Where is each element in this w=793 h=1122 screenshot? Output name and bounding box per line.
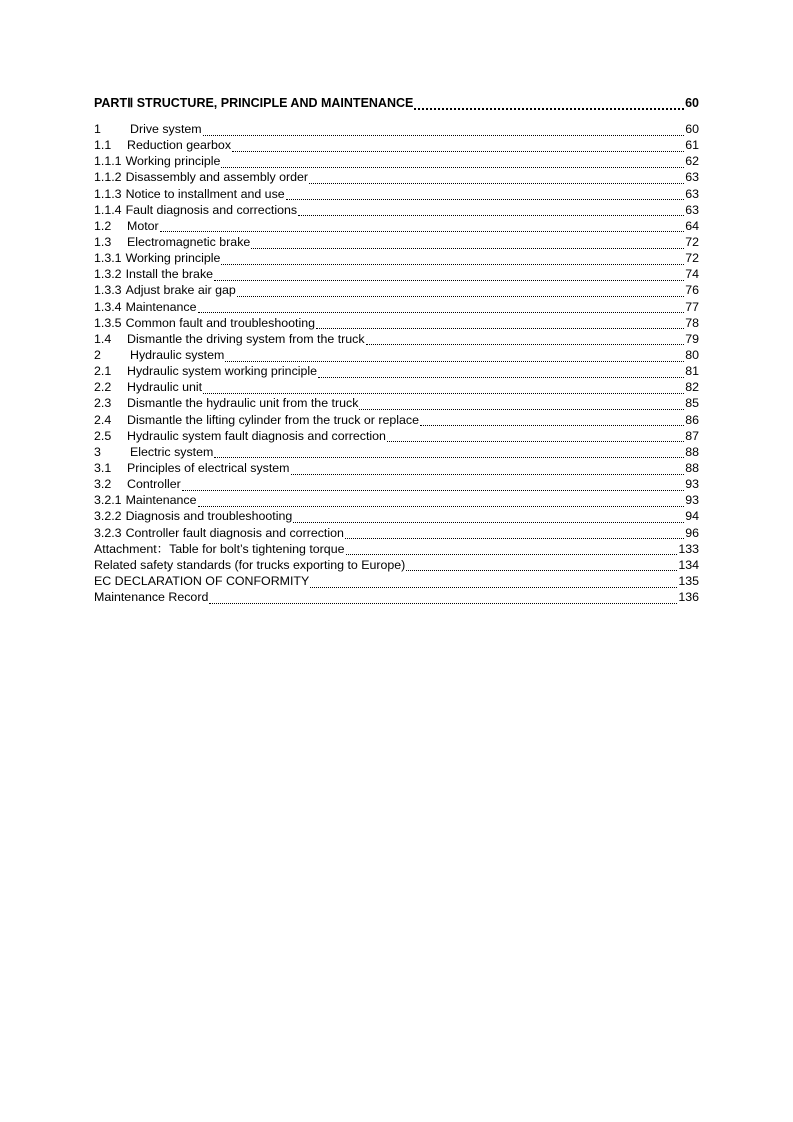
dot-leader [237,286,684,297]
toc-entry-title: Diagnosis and troubleshooting [125,509,293,524]
toc-entry-title: Working principle [125,251,221,266]
toc-entry-page: 82 [685,380,699,395]
toc-entry-page: 76 [685,283,699,298]
toc-entry[interactable] [94,121,699,137]
dot-leader [225,351,684,362]
toc-entry-page: 80 [685,347,699,362]
toc-entry[interactable] [94,573,699,589]
toc-entry-title: Hydraulic system working principle [127,364,318,379]
toc-entry-number: 3.2.3 [94,525,122,540]
toc-entry[interactable] [94,460,699,476]
dot-leader [406,560,677,571]
toc-entry-title: Maintenance Record [94,590,209,605]
toc-entry-page: 135 [678,573,699,588]
toc-entry[interactable] [94,428,699,444]
toc-entry[interactable] [94,541,699,557]
toc-entry[interactable] [94,202,699,218]
toc-entry-page: 63 [685,202,699,217]
toc-entry[interactable] [94,363,699,379]
toc-entry-number: 1.1.3 [94,186,122,201]
toc-entry[interactable] [94,218,699,234]
toc-entry-number: 1.3.5 [94,315,122,330]
toc-entry-number: 1.3.1 [94,251,122,266]
toc-entry[interactable] [94,476,699,492]
toc-entry-number: 2.2 [94,380,112,395]
toc-entry-page: 88 [685,460,699,475]
toc-entry-page: 74 [685,267,699,282]
toc-entry-title: Attachment：Table for bolt’s tightening torque [94,541,345,556]
toc-entry-number: 2.1 [94,364,112,379]
toc-entry-number: 1.1.1 [94,154,122,169]
toc-entry[interactable] [94,557,699,573]
toc-entry-page: 77 [685,299,699,314]
toc-entry-page: 62 [685,154,699,169]
toc-entry-page: 60 [685,122,699,136]
dot-leader [318,367,684,378]
toc-entry-page: 64 [685,218,699,233]
toc-entry-page: 93 [685,477,699,492]
toc-entry-title: Electromagnetic brake [127,234,251,249]
toc-entry-page: 88 [685,444,699,459]
toc-entry-number: 1.4 [94,331,112,346]
toc-entry-title: Adjust brake air gap [125,283,236,298]
dot-leader [203,383,684,394]
toc-entry[interactable] [94,379,699,395]
toc-entry[interactable] [94,186,699,202]
dot-leader [214,447,684,458]
toc-entry-title: Reduction gearbox [127,138,232,153]
dot-leader [214,270,684,281]
dot-leader [198,302,685,313]
toc-entry-title: Fault diagnosis and corrections [125,202,298,217]
toc-entry[interactable] [94,169,699,185]
dot-leader [420,415,684,426]
toc-entry-title: Dismantle the hydraulic unit from the truck [127,396,359,411]
toc-entry-number: 3 [94,444,101,459]
toc-entry[interactable] [94,347,699,363]
dot-leader [209,593,677,604]
dot-leader [387,431,684,442]
dot-leader [182,480,684,491]
toc-entry-title: Common fault and troubleshooting [125,315,315,330]
toc-entry-number: 1.3.3 [94,283,122,298]
toc-entry-page: 78 [685,315,699,330]
toc-heading[interactable] [94,95,699,111]
table-of-contents [94,95,699,605]
toc-entry[interactable] [94,395,699,411]
toc-entry-page: 86 [685,412,699,427]
toc-entry-title: Controller [127,477,181,492]
toc-entry-page: 63 [685,186,699,201]
toc-entry[interactable] [94,315,699,331]
toc-entry-page: 61 [685,138,699,153]
toc-entry[interactable] [94,525,699,541]
dot-leader [310,577,677,588]
dot-leader [346,544,678,555]
toc-entry-number: 2.3 [94,396,112,411]
toc-entry-title: EC DECLARATION OF CONFORMITY [94,573,310,588]
toc-entry[interactable] [94,153,699,169]
toc-entry-title: Hydraulic system fault diagnosis and correction [127,428,386,443]
toc-entry[interactable] [94,508,699,524]
toc-entry-page: 81 [685,364,699,379]
toc-entry-page: 72 [685,251,699,266]
toc-entry-page: 85 [685,396,699,411]
toc-entry-title: Controller fault diagnosis and correction [125,525,344,540]
toc-entry-title: Drive system [130,122,202,136]
dot-leader [366,334,685,345]
toc-entry-title: Notice to installment and use [125,186,285,201]
dot-leader [298,205,684,216]
toc-entry-number: 1.2 [94,218,112,233]
toc-entry-page: 79 [685,331,699,346]
toc-entry-list [94,121,699,605]
toc-entry-number: 1.3.4 [94,299,122,314]
toc-entry-number: 3.2.2 [94,509,122,524]
toc-entry[interactable] [94,299,699,315]
dot-leader [203,125,685,136]
toc-entry[interactable] [94,266,699,282]
toc-entry-number: 1.1.4 [94,202,122,217]
toc-entry[interactable] [94,444,699,460]
toc-entry-page: 93 [685,493,699,508]
toc-entry-number: 2.5 [94,428,112,443]
toc-entry[interactable] [94,589,699,605]
toc-entry-page: 94 [685,509,699,524]
toc-entry-title: Motor [127,218,159,233]
toc-entry-page: 136 [678,590,699,605]
dot-leader [359,399,684,410]
dot-leader [316,318,684,329]
toc-entry-number: 1 [94,122,101,136]
dot-leader [251,238,684,249]
toc-entry-number: 1.3.2 [94,267,122,282]
toc-entry-number: 3.2.1 [94,493,122,508]
toc-entry-title: Hydraulic unit [127,380,203,395]
toc-entry-number: 2.4 [94,412,112,427]
toc-heading-page: 60 [685,96,699,110]
toc-entry-title: Maintenance [125,493,197,508]
dot-leader [198,496,685,507]
toc-entry[interactable] [94,234,699,250]
dot-leader [221,254,684,265]
toc-entry-page: 134 [678,557,699,572]
dot-leader [232,141,684,152]
toc-entry-number: 2 [94,347,101,362]
dot-leader [345,528,684,539]
toc-entry-number: 1.3 [94,234,112,249]
dot-leader [286,189,685,200]
toc-entry-title: Maintenance [125,299,197,314]
toc-entry-page: 96 [685,525,699,540]
toc-entry-title: Related safety standards (for trucks exporting to Europe) [94,557,406,572]
toc-entry-title: Electric system [130,444,214,459]
toc-heading-text: PARTⅡ STRUCTURE, PRINCIPLE AND MAINTENANCE [94,96,414,110]
toc-entry-title: Working principle [125,154,221,169]
dot-leader [293,512,684,523]
toc-entry-number: 1.1.2 [94,170,122,185]
toc-entry[interactable] [94,282,699,298]
toc-entry-page: 72 [685,234,699,249]
toc-entry[interactable] [94,412,699,428]
toc-entry-number: 1.1 [94,138,112,153]
dot-leader [309,173,684,184]
toc-entry-title: Install the brake [125,267,214,282]
dot-leader [160,221,685,232]
dot-leader [291,464,685,475]
toc-entry[interactable] [94,492,699,508]
toc-entry-page: 87 [685,428,699,443]
toc-entry-title: Hydraulic system [130,347,225,362]
toc-entry-page: 133 [678,541,699,556]
toc-entry-title: Dismantle the driving system from the truck [127,331,365,346]
dot-leader [221,157,684,168]
toc-entry[interactable] [94,331,699,347]
toc-entry-page: 63 [685,170,699,185]
toc-entry-number: 3.1 [94,460,112,475]
toc-entry-title: Disassembly and assembly order [125,170,309,185]
toc-entry[interactable] [94,137,699,153]
dot-leader [414,98,684,110]
toc-entry-title: Principles of electrical system [127,460,290,475]
toc-entry-title: Dismantle the lifting cylinder from the truck or replace [127,412,419,427]
toc-entry-number: 3.2 [94,477,112,492]
toc-entry[interactable] [94,250,699,266]
